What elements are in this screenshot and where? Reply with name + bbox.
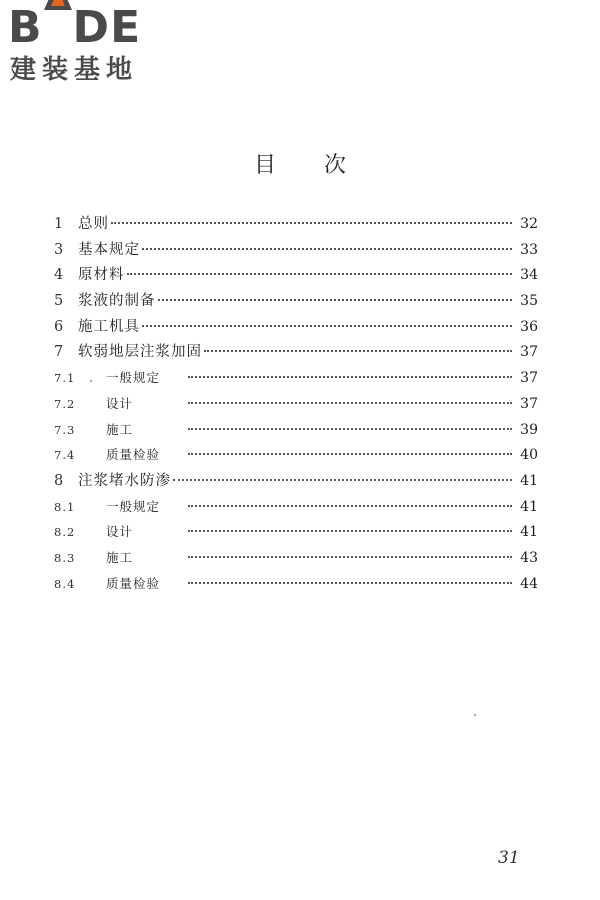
toc-entry-number: 8.2 [54, 525, 76, 540]
dot-leader [188, 439, 512, 455]
dot-leader [142, 311, 512, 327]
toc-entry-number: 1 [54, 216, 64, 232]
toc-entry-page: 41 [520, 472, 538, 489]
logo-letters-left: B [8, 2, 43, 53]
toc-entry-number: 8 [54, 472, 64, 489]
toc-entry-number: 7.2 [54, 396, 76, 411]
dot-leader [188, 491, 512, 507]
dot-leader [142, 234, 512, 250]
dot-leader [188, 414, 512, 430]
toc-entry-number: 8.4 [54, 576, 76, 591]
page-number: 31 [498, 848, 520, 868]
toc-entry-page: 34 [520, 267, 538, 284]
toc-entry-number: 7.4 [54, 448, 76, 463]
scan-speck [90, 380, 92, 382]
toc-entry-label: 质量检验 [106, 575, 161, 591]
toc-entry-label: 一般规定 [106, 498, 161, 514]
toc-entry-label: 施工 [106, 421, 134, 437]
dot-leader [173, 465, 512, 481]
page-title: 目次 [253, 153, 394, 178]
toc-entry-label: 设计 [106, 395, 134, 411]
toc-entry-page: 33 [520, 241, 538, 258]
dot-leader [188, 388, 512, 404]
toc-entry-number: 4 [54, 267, 64, 284]
toc-entry [54, 572, 538, 598]
toc-entry-number: 7.1 [54, 371, 76, 386]
toc-entry-label: 施工 [106, 549, 134, 565]
logo-chinese: 建装基地 [10, 55, 139, 85]
toc-entry-label: 基本规定 [78, 241, 140, 258]
toc-entry-label: 软弱地层注浆加固 [78, 344, 202, 361]
dot-leader [188, 362, 512, 378]
logo-wordmark [8, 4, 141, 52]
scan-speck [474, 714, 476, 716]
toc-entry-page: 37 [520, 344, 538, 361]
toc-entry-label: 原材料 [78, 267, 125, 284]
toc-entry-page: 32 [520, 216, 538, 232]
dot-leader [127, 259, 513, 275]
watermark-logo [8, 4, 178, 90]
dot-leader [188, 516, 512, 532]
toc-entry-label: 质量检验 [106, 447, 161, 463]
toc-entry-number: 8.1 [54, 499, 76, 514]
toc-entry-page: 37 [520, 370, 538, 387]
dot-leader [111, 208, 512, 224]
dot-leader [188, 542, 512, 558]
toc-entry-label: 一般规定 [106, 370, 161, 386]
logo-letters-right: DE [72, 2, 142, 53]
toc-entry-label: 注浆堵水防渗 [78, 472, 171, 489]
toc-entry-page: 41 [520, 498, 538, 515]
dot-leader [188, 568, 512, 584]
toc-entry-page: 40 [520, 447, 538, 464]
toc-entry-page: 41 [520, 524, 538, 541]
toc-entry-number: 3 [54, 241, 64, 258]
toc-entry-number: 6 [54, 318, 64, 335]
toc-entry-label: 浆液的制备 [78, 293, 156, 310]
toc-entry-number: 7.3 [54, 422, 76, 437]
toc-entry-label: 设计 [106, 524, 134, 540]
toc-entry-page: 36 [520, 318, 538, 335]
toc-entry-page: 35 [520, 293, 538, 310]
dot-leader [204, 336, 512, 352]
toc-entry-page: 39 [520, 421, 538, 438]
toc-entry-label: 施工机具 [78, 318, 140, 335]
toc-entry-label: 总则 [78, 216, 109, 232]
toc-entry-page: 37 [520, 395, 538, 412]
logo-triangle-icon [43, 6, 73, 42]
toc-entry-page: 43 [520, 549, 538, 566]
toc-entry-number: 8.3 [54, 550, 76, 565]
toc-entry-page: 44 [520, 575, 538, 592]
dot-leader [158, 285, 513, 301]
toc-entry-number: 7 [54, 344, 64, 361]
table-of-contents [54, 212, 538, 597]
toc-entry-number: 5 [54, 293, 64, 310]
